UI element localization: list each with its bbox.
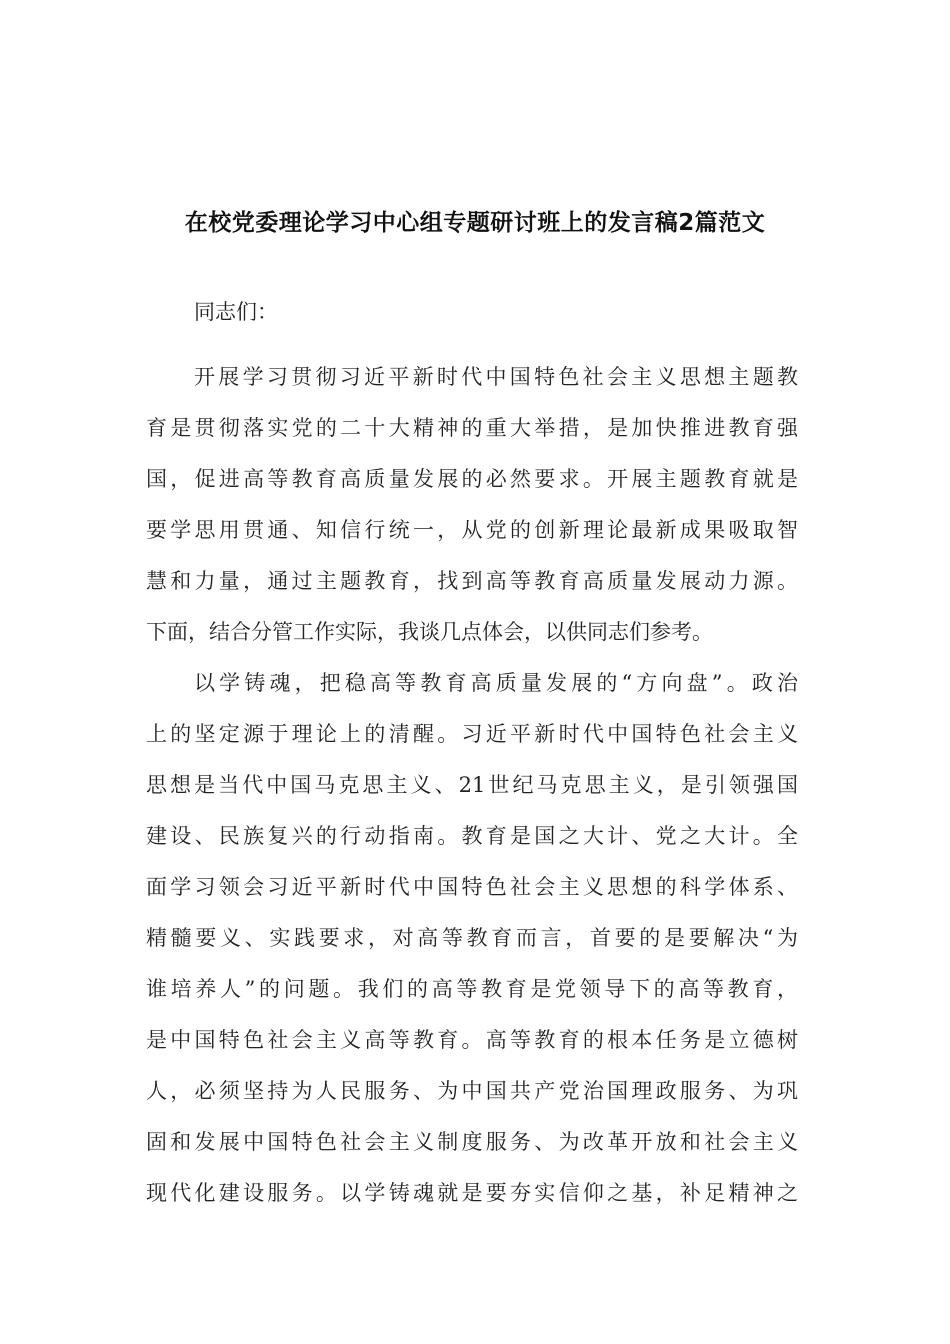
paragraph-line: 面学习领会习近平新时代中国特色社会主义思想的科学体系、 (146, 875, 798, 899)
paragraph-line: 国，促进高等教育高质量发展的必然要求。开展主题教育就是 (146, 467, 798, 491)
paragraph-line: 现代化建设服务。以学铸魂就是要夯实信仰之基，补足精神之 (146, 1181, 798, 1205)
paragraph-line: 谁培养人”的问题。我们的高等教育是党领导下的高等教育， (146, 977, 798, 1001)
paragraph-line: 慧和力量，通过主题教育，找到高等教育高质量发展动力源。 (146, 569, 798, 593)
paragraph-line: 开展学习贯彻习近平新时代中国特色社会主义思想主题教 (194, 365, 798, 389)
paragraph-line: 要学思用贯通、知信行统一，从党的创新理论最新成果吸取智 (146, 518, 798, 542)
paragraph-line: 上的坚定源于理论上的清醒。习近平新时代中国特色社会主义 (146, 722, 798, 746)
paragraph-1 (146, 352, 798, 658)
paragraph-line: 以学铸魂，把稳高等教育高质量发展的“方向盘”。政治 (194, 671, 798, 695)
paragraph-line: 精髓要义、实践要求，对高等教育而言，首要的是要解决“为 (146, 926, 798, 950)
paragraph-line: 育是贯彻落实党的二十大精神的重大举措，是加快推进教育强 (146, 416, 798, 440)
paragraph-line: 人，必须坚持为人民服务、为中国共产党治国理政服务、为巩 (146, 1079, 798, 1103)
paragraph-line: 思想是当代中国马克思主义、21世纪马克思主义，是引领强国 (146, 773, 798, 797)
document-title: 在校党委理论学习中心组专题研讨班上的发言稿2篇范文 (184, 210, 766, 236)
paragraph-line: 固和发展中国特色社会主义制度服务、为改革开放和社会主义 (146, 1130, 798, 1154)
salutation: 同志们： (194, 300, 278, 324)
paragraph-line: 建设、民族复兴的行动指南。教育是国之大计、党之大计。全 (146, 824, 798, 848)
paragraph-2 (146, 658, 798, 1219)
paragraph-line: 是中国特色社会主义高等教育。高等教育的根本任务是立德树 (146, 1028, 798, 1052)
paragraph-line: 下面，结合分管工作实际，我谈几点体会，以供同志们参考。 (146, 620, 713, 644)
